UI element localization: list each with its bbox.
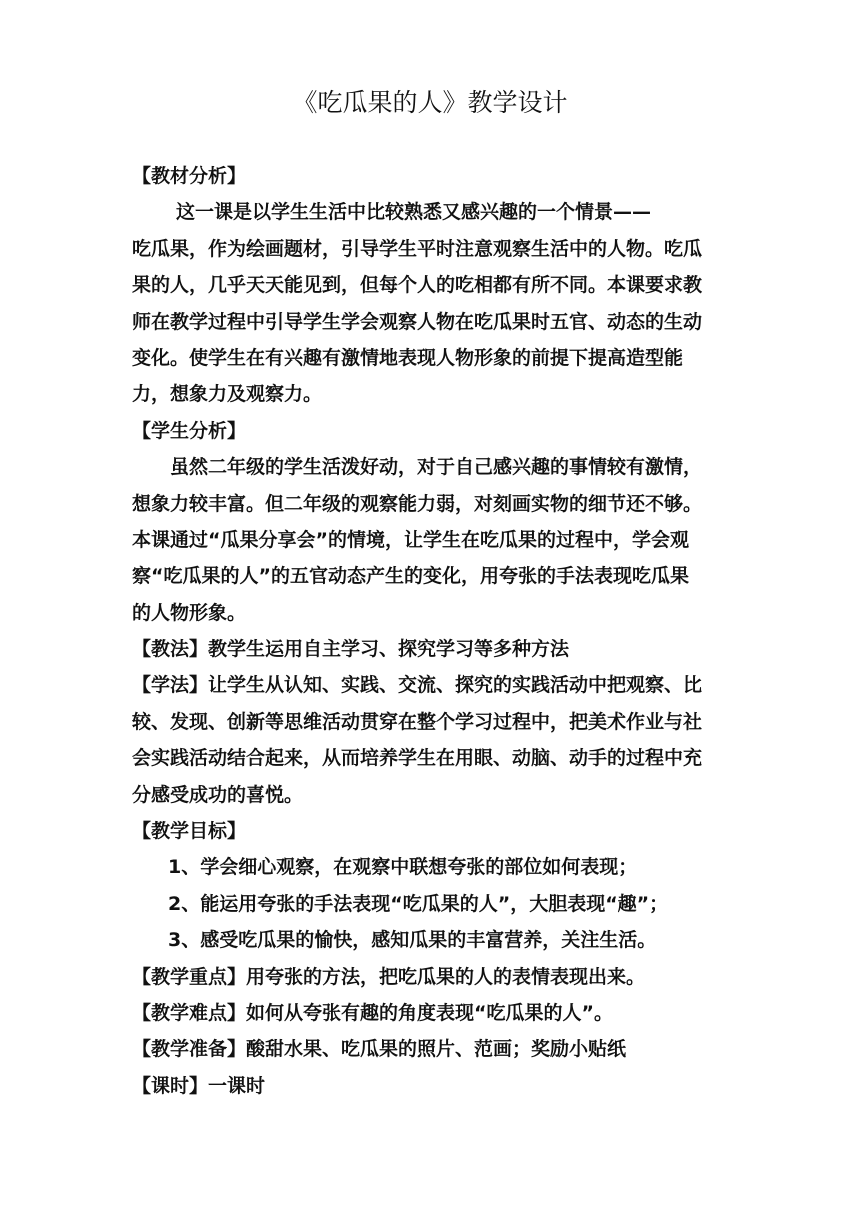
heading-student-analysis: 【学生分析】 bbox=[132, 419, 247, 442]
paragraph-line: 变化。使学生在有兴趣有激情地表现人物形象的前提下提高造型能 bbox=[132, 346, 684, 369]
teaching-key-point-line: 【教学重点】用夸张的方法，把吃瓜果的人的表情表现出来。 bbox=[132, 965, 646, 988]
paragraph-line: 会实践活动结合起来，从而培养学生在用眼、动脑、动手的过程中充 bbox=[132, 747, 703, 770]
teaching-preparation-line: 【教学准备】酸甜水果、吃瓜果的照片、范画；奖励小贴纸 bbox=[132, 1038, 627, 1061]
goal-item: 3、感受吃瓜果的愉快，感知瓜果的丰富营养，关注生活。 bbox=[168, 929, 657, 952]
paragraph-line: 师在教学过程中引导学生学会观察人物在吃瓜果时五官、动态的生动 bbox=[132, 310, 703, 333]
class-hours-line: 【课时】一课时 bbox=[132, 1074, 266, 1097]
document-title: 《吃瓜果的人》教学设计 bbox=[292, 88, 568, 117]
paragraph-line: 的人物形象。 bbox=[132, 601, 247, 624]
document-body bbox=[132, 158, 732, 1104]
paragraph-line: 果的人，几乎天天能见到，但每个人的吃相都有所不同。本课要求教 bbox=[132, 274, 703, 297]
paragraph-line: 力，想象力及观察力。 bbox=[132, 383, 323, 406]
goal-item: 2、能运用夸张的手法表现“吃瓜果的人”，大胆表现“趣”； bbox=[168, 892, 669, 915]
paragraph-line: 想象力较丰富。但二年级的观察能力弱，对刻画实物的细节还不够。 bbox=[132, 492, 703, 515]
paragraph-line: 分感受成功的喜悦。 bbox=[132, 783, 304, 806]
goal-item: 1、学会细心观察，在观察中联想夸张的部位如何表现； bbox=[168, 856, 638, 879]
heading-textbook-analysis: 【教材分析】 bbox=[132, 165, 247, 187]
paragraph-line: 吃瓜果，作为绘画题材，引导学生平时注意观察生活中的人物。吃瓜 bbox=[132, 237, 703, 260]
paragraph-line: 察“吃瓜果的人”的五官动态产生的变化，用夸张的手法表现吃瓜果 bbox=[132, 565, 689, 588]
paragraph-line: 较、发现、创新等思维活动贯穿在整个学习过程中，把美术作业与社 bbox=[132, 710, 703, 733]
paragraph-line: 本课通过“瓜果分享会”的情境，让学生在吃瓜果的过程中，学会观 bbox=[132, 528, 689, 551]
paragraph-line: 虽然二年级的学生活泼好动，对于自己感兴趣的事情较有激情， bbox=[170, 456, 703, 479]
paragraph-line: 这一课是以学生生活中比较熟悉又感兴趣的一个情景—— bbox=[176, 201, 652, 224]
teaching-difficulty-line: 【教学难点】如何从夸张有趣的角度表现“吃瓜果的人”。 bbox=[132, 1001, 613, 1024]
heading-teaching-goals: 【教学目标】 bbox=[132, 820, 247, 843]
teaching-method-line: 【教法】教学生运用自主学习、探究学习等多种方法 bbox=[132, 638, 570, 661]
learning-method-line: 【学法】让学生从认知、实践、交流、探究的实践活动中把观察、比 bbox=[132, 674, 703, 697]
